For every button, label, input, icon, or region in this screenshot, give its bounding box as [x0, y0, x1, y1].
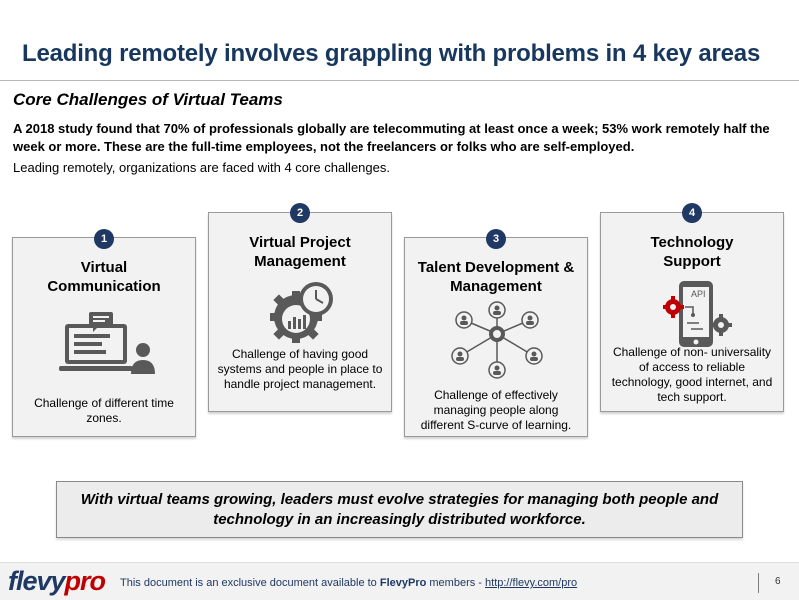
challenge-description: Challenge of different time zones. [34, 396, 174, 425]
flevypro-logo[interactable] [8, 566, 105, 597]
challenge-title: Virtual Communication [47, 259, 161, 295]
step-badge: 3 [486, 229, 506, 249]
computer-user-chat-icon [59, 310, 159, 380]
challenge-description: Challenge of having good systems and people in place to handle project management. [217, 347, 383, 391]
logo-accent: pro [64, 566, 106, 596]
section-subtitle: Core Challenges of Virtual Teams [13, 90, 283, 109]
footer-link[interactable]: http://flevy.com/pro [485, 577, 578, 589]
intro-text: Leading remotely, organizations are faced with 4 core challenges. [13, 160, 390, 175]
page-number: 6 [775, 576, 781, 587]
footer-notice [120, 577, 577, 589]
challenge-description: Challenge of non- universality of access to reliable technology, good internet, and tech support. [611, 345, 773, 404]
gear-clock-chart-icon [266, 277, 336, 347]
key-takeaway-callout: With virtual teams growing, leaders must evolve strategies for managing both people and technology in an increasingly distributed workforce. [56, 481, 743, 538]
page-number-divider [758, 573, 759, 593]
footer-brand: FlevyPro [379, 577, 427, 589]
title-divider [0, 80, 799, 81]
challenge-title: Technology Support [650, 234, 734, 270]
logo-main: flevy [8, 566, 65, 596]
footer-text-middle: members - [426, 577, 486, 589]
step-badge: 4 [682, 203, 702, 223]
step-badge: 2 [290, 203, 310, 223]
challenge-card-technology-support [600, 212, 784, 412]
intro-statistic-text: A 2018 study found that 70% of professionals globally are telecommuting at least once a week; 53% work remotely half the week or more. These are the full-time employees, not the freelancers or folks who are self-employed. [13, 121, 770, 154]
footer-text-before: This document is an exclusive document available to [120, 577, 380, 589]
api-label: API [691, 289, 706, 299]
challenge-card-virtual-communication [12, 237, 196, 437]
challenge-card-virtual-project-management [208, 212, 392, 412]
step-badge: 1 [94, 229, 114, 249]
page-title: Leading remotely involves grappling with problems in 4 key areas [22, 40, 761, 67]
people-network-icon [447, 298, 547, 382]
footer [0, 562, 799, 600]
phone-api-gear-icon [663, 279, 733, 353]
challenge-card-talent-development [404, 237, 588, 437]
challenge-description: Challenge of effectively managing people along different S-curve of learning. [420, 388, 572, 432]
challenge-title: Talent Development & Management [417, 259, 575, 295]
challenge-title: Virtual Project Management [249, 234, 351, 270]
